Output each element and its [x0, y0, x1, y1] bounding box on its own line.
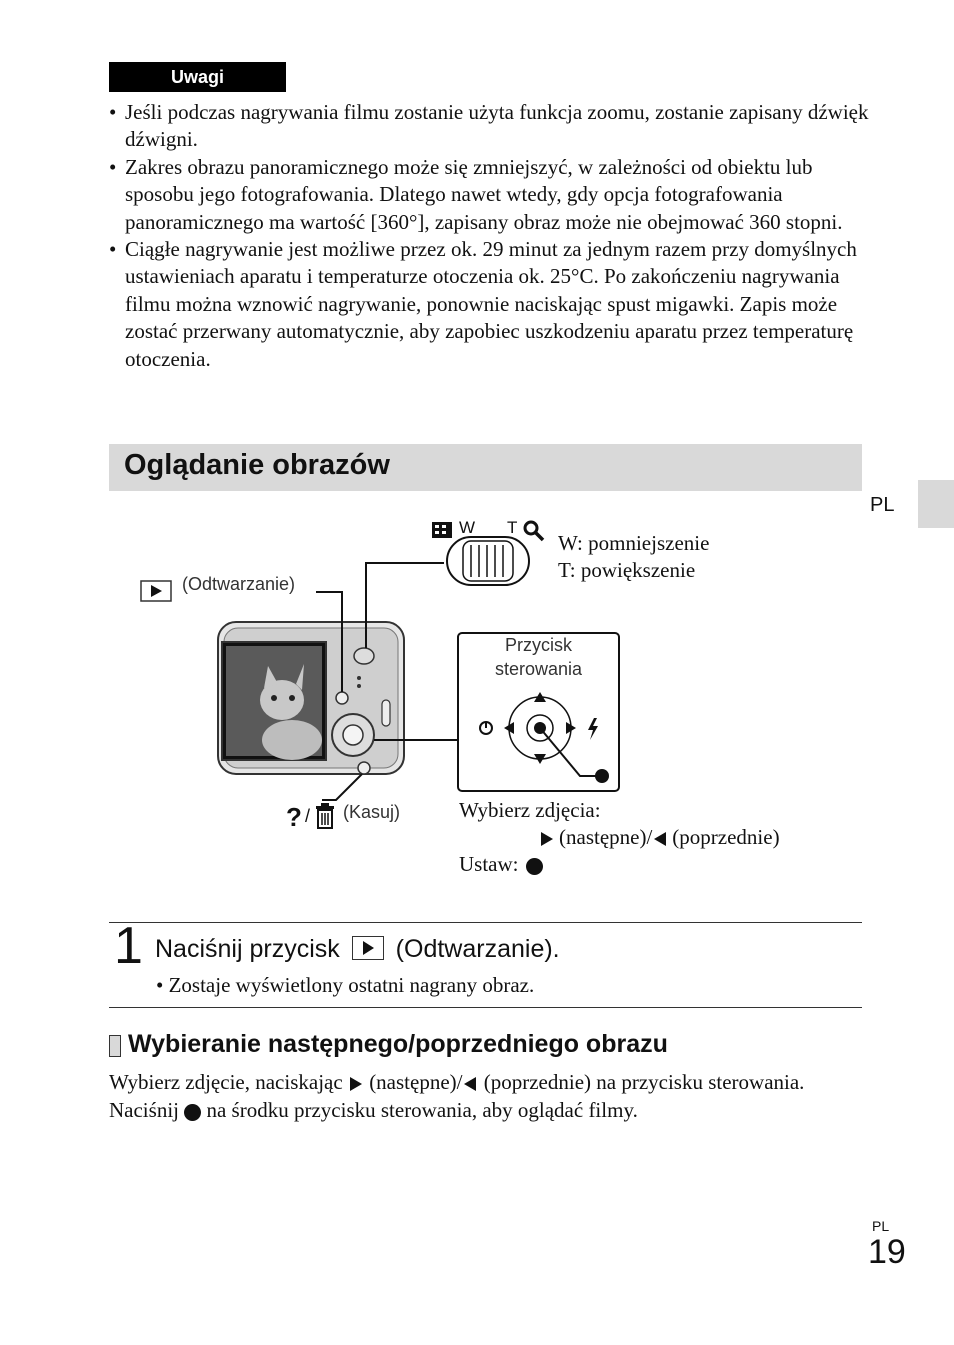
set-row	[459, 851, 543, 878]
step-text-after: (Odtwarzanie).	[395, 935, 560, 963]
control-label-line1: Przycisk	[505, 635, 572, 655]
zoom-lever-illustration	[447, 537, 529, 585]
subsection-title: Wybieranie następnego/poprzedniego obrazu	[128, 1030, 668, 1058]
prev-arrow-icon	[654, 832, 666, 846]
zoom-t-label: T	[507, 518, 518, 537]
select-images-label: Wybierz zdjęcia:	[459, 798, 601, 822]
notes-heading: Uwagi	[109, 62, 286, 92]
next-arrow-icon	[350, 1077, 362, 1091]
step-bottom-rule	[109, 1007, 862, 1008]
zoom-w-label: W	[459, 518, 476, 537]
step-instruction	[155, 935, 560, 964]
zoom-t-description: T: powiększenie	[558, 558, 696, 582]
playback-label: (Odtwarzanie)	[182, 574, 296, 594]
footer-language: PL	[872, 1218, 890, 1234]
index-grid-icon	[432, 522, 452, 538]
delete-button-on-camera	[358, 762, 370, 774]
note-item: • Jeśli podczas nagrywania filmu zostanie użyta funkcja zoomu, zostanie zapisany dźwięk dźwigni.	[109, 99, 869, 154]
subsection-body-part: (następne)/	[369, 1070, 463, 1094]
help-icon: ?	[286, 802, 302, 832]
playback-icon	[141, 581, 171, 601]
step-text-before: Naciśnij przycisk	[155, 935, 340, 963]
zoom-lever-on-camera	[354, 648, 374, 664]
set-label: Ustaw:	[459, 852, 519, 876]
zoom-w-description: W: pomniejszenie	[558, 531, 710, 555]
trash-icon	[316, 803, 334, 828]
prev-arrow-icon	[464, 1077, 476, 1091]
subsection-body-part: Wybierz zdjęcie, naciskając	[109, 1070, 343, 1094]
center-button-icon	[526, 858, 543, 875]
prev-label: (poprzednie)	[672, 825, 780, 849]
svg-text:/: /	[305, 806, 311, 826]
subsection-body-part: (poprzednie) na przycisku sterowania. Naciśnij	[109, 1070, 805, 1122]
playback-button-on-camera	[336, 692, 348, 704]
magnifier-icon	[525, 522, 543, 540]
step-top-rule	[109, 922, 862, 923]
note-item: • Ciągłe nagrywanie jest możliwe przez ok. 29 minut za jednym razem przy domyślnych ustawieniach aparatu i temperaturze otoczenia ok. 25°C. Po zakończeniu nagrywania filmu można wznowić nagrywanie, ponownie naciskając spust migawki. Zapis może zostać przerwany automatycznie, aby zapobiec uszkodzeniu aparatu przez temperaturę otoczenia.	[109, 236, 869, 373]
step-number: 1	[114, 917, 143, 975]
center-button-dot-icon	[595, 769, 609, 783]
subsection-body	[109, 1068, 859, 1124]
center-button-icon	[184, 1104, 201, 1121]
next-arrow-icon	[541, 832, 553, 846]
language-tab-label: PL	[870, 494, 895, 516]
subsection-marker-icon	[109, 1035, 121, 1057]
delete-leader-line	[322, 774, 362, 800]
page-number: 19	[868, 1233, 906, 1271]
next-label: (następne)/	[559, 825, 653, 849]
camera-illustration	[218, 622, 404, 774]
subsection-body-part: na środku przycisku sterowania, aby oglądać filmy.	[206, 1098, 638, 1122]
next-prev-label	[541, 824, 780, 851]
control-label-line2: sterowania	[494, 659, 583, 679]
delete-label: (Kasuj)	[343, 802, 401, 822]
step-note: • Zostaje wyświetlony ostatni nagrany obraz.	[156, 973, 535, 997]
playback-button-icon	[352, 936, 384, 960]
note-item: • Zakres obrazu panoramicznego może się zmniejszyć, w zależności od obiektu lub sposobu jego fotografowania. Dlatego nawet wtedy, gdy opcja fotografowania panoramicznego ma wartość [360°], zapisany obraz może nie obejmować 360 stopni.	[109, 154, 869, 236]
section-title: Oglądanie obrazów	[124, 449, 390, 481]
